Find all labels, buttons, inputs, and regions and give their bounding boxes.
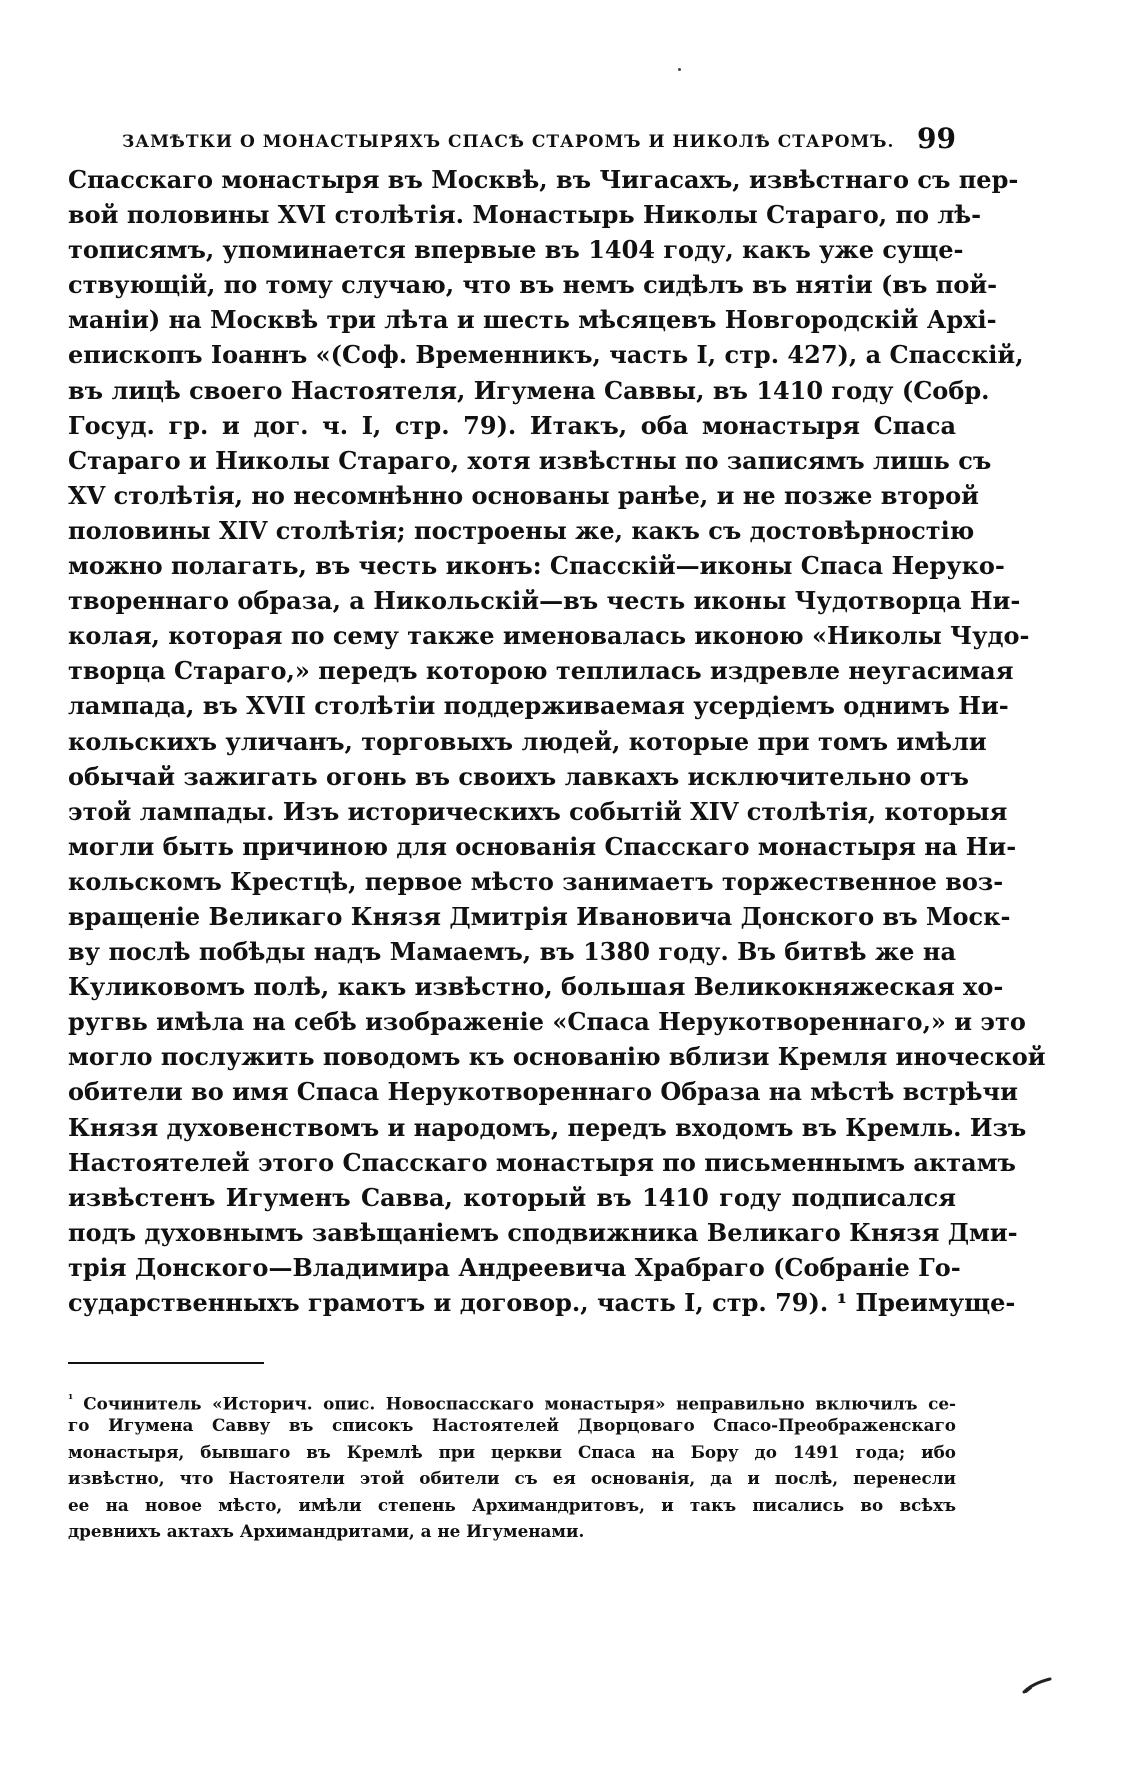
stray-dot-mark (678, 68, 681, 71)
text-line: подъ духовнымъ завѣщаніемъ сподвижника Великаго Князя Дми- (68, 1217, 1018, 1247)
text-line: этой лампады. Изъ историческихъ событій XIV столѣтія, которыя (68, 796, 1008, 826)
text-line: колая, которая по сему также именовалась иконою «Николы Чудо- (68, 621, 1030, 651)
text-line: XV столѣтія, но несомнѣнно основаны ранѣе, и не позже второй (68, 480, 979, 510)
text-line: лампада, въ XVII столѣтіи поддерживаемая усердіемъ однимъ Ни- (68, 691, 1009, 721)
text-line: твореннаго образа, а Никольскій—въ честь иконы Чудотворца Ни- (68, 586, 1021, 616)
text-line: маніи) на Москвѣ три лѣта и шесть мѣсяцевъ Новгородскій Архі- (68, 305, 997, 335)
text-line: вой половины XVI столѣтія. Монастырь Николы Стараго, по лѣ- (68, 200, 982, 230)
text-line: трія Донского—Владимира Андреевича Храбраго (Собраніе Го- (68, 1252, 961, 1282)
text-line: можно полагать, въ честь иконъ: Спасскій—иконы Спаса Неруко- (68, 551, 1005, 581)
running-head (68, 112, 956, 162)
text-line: ву послѣ побѣды надъ Мамаемъ, въ 1380 году. Въ битвѣ же на (68, 937, 956, 967)
text-line: Госуд. гр. и дог. ч. I, стр. 79). Итакъ, оба монастыря Спаса (68, 410, 956, 440)
text-line: сударственныхъ грамотъ и договор., часть I, стр. 79). ¹ Преимуще- (68, 1288, 1016, 1317)
footnote-line: ее на новое мѣсто, имѣли степень Архимандритовъ, и такъ писались во всѣхъ (68, 1494, 956, 1515)
text-line: вращеніе Великаго Князя Дмитрія Ивановича Донского въ Моск- (68, 901, 1011, 931)
footnote-line: древнихъ актахъ Архимандритами, а не Игуменами. (68, 1521, 585, 1542)
text-line: ствующій, по тому случаю, что въ немъ сидѣлъ въ нятіи (въ пой- (68, 270, 998, 300)
text-line: обычай зажигать огонь въ своихъ лавкахъ исключительно отъ (68, 761, 969, 791)
text-line: обители во имя Спаса Нерукотвореннаго Образа на мѣстѣ встрѣчи (68, 1077, 1018, 1107)
footnote-marker: ¹ (68, 1392, 74, 1407)
text-line: Спасскаго монастыря въ Москвѣ, въ Чигасахъ, извѣстнаго съ пер- (68, 165, 1019, 194)
footnote-rule (68, 1362, 264, 1364)
text-line: кольскомъ Крестцѣ, первое мѣсто занимаетъ торжественное воз- (68, 866, 1004, 896)
text-line: могло послужить поводомъ къ основанію вблизи Кремля иноческой (68, 1042, 1046, 1072)
text-line: ругвь имѣла на себѣ изображеніе «Спаса Нерукотвореннаго,» и это (68, 1007, 1026, 1037)
footnote-line-text: Сочинитель «Историч. опис. Новоспасскаго монастыря» неправильно включилъ се- (83, 1393, 956, 1414)
text-line: Стараго и Николы Стараго, хотя извѣстны по записямъ лишь съ (68, 445, 992, 475)
text-line: тописямъ, упоминается впервые въ 1404 году, какъ уже суще- (68, 235, 964, 265)
pen-stroke-mark (1022, 1676, 1052, 1694)
footnote-line: го Игумена Савву въ списокъ Настоятелей Дворцоваго Спасо-Преображенскаго (68, 1415, 956, 1436)
main-text (68, 162, 1046, 1320)
footnote-line (68, 1386, 956, 1412)
book-page (68, 112, 1046, 1544)
text-line: Куликовомъ полѣ, какъ извѣстно, большая Великокняжеская хо- (68, 972, 1004, 1002)
text-line: Князя духовенствомъ и народомъ, передъ входомъ въ Кремль. Изъ (68, 1112, 1027, 1142)
text-line: половины XIV столѣтія; построены же, какъ съ достовѣрностію (68, 515, 975, 545)
text-line: могли быть причиною для основанія Спасскаго монастыря на Ни- (68, 831, 1017, 861)
footnote-line: монастыря, бывшаго въ Кремлѣ при церкви Спаса на Бору до 1491 года; ибо (68, 1441, 956, 1462)
text-line: кольскихъ уличанъ, торговыхъ людей, которые при томъ имѣли (68, 726, 987, 756)
footnote (68, 1386, 956, 1544)
text-line: творца Стараго,» передъ которою теплилась издревле неугасимая (68, 656, 1014, 686)
page-number: 99 (917, 122, 956, 155)
text-line: въ лицѣ своего Настоятеля, Игумена Саввы, въ 1410 году (Собр. (68, 375, 990, 405)
running-title: ЗАМѢТКИ О МОНАСТЫРЯХЪ СПАСѢ СТАРОМЪ И НИКОЛѢ СТАРОМЪ. (122, 132, 895, 152)
text-line: епископъ Іоаннъ «(Соф. Временникъ, часть I, стр. 427), а Спасскій, (68, 340, 1024, 370)
footnote-line: извѣстно, что Настоятели этой обители съ ея основанія, да и послѣ, перенесли (68, 1468, 956, 1489)
text-line: Настоятелей этого Спасскаго монастыря по письменнымъ актамъ (68, 1147, 1016, 1177)
text-line: извѣстенъ Игуменъ Савва, который въ 1410 году подписался (68, 1182, 956, 1212)
